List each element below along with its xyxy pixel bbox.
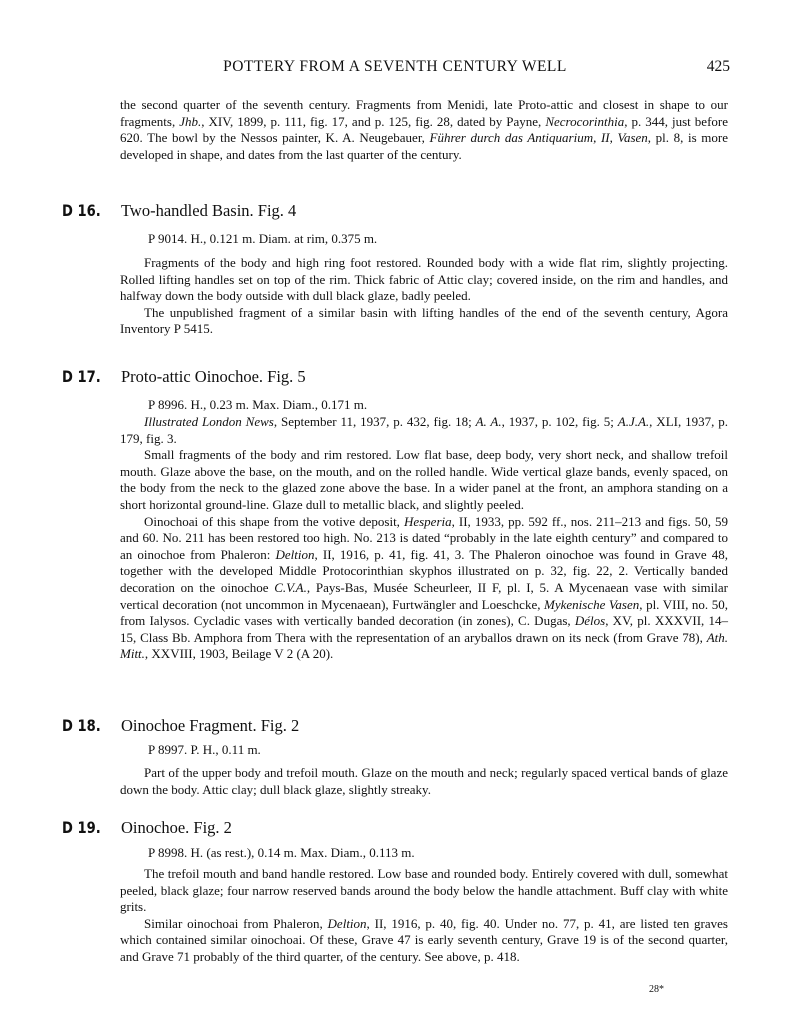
entry-body-d18	[120, 765, 728, 798]
comparison-paragraph: Oinochoai of this shape from the votive deposit, Hesperia, II, 1933, pp. 592 ff., nos. 211–213 and figs. 50, 59 and 60. No. 211 has been restored too high. No. 213 is dated “probably in the late eighth century” and compared to an oinochoe from Phaleron: Deltion, II, 1916, p. 41, fig. 41, 3. The Phaleron oinochoe was found in Grave 48, together with the developed Middle Protocorinthian skyphos illustrated on p. 32, fig. 22, 2. Vertically banded decoration on the oinochoe C.V.A., Pays-Bas, Musée Scheurleer, II F, pl. I, 5. A Mycenaean vase with similar vertical decoration (not uncommon in Mycenaean), Furtwängler and Loeschcke, Mykenische Vasen, pl. VIII, no. 50, from Ialysos. Cycladic vases with vertically banded decoration (in zones), C. Dugas, Délos, XV, pl. XXXVII, 14–15, Class Bb. Amphora from Thera with the representation of an aryballos drawn on its neck (from Grave 78), Ath. Mitt., XXVIII, 1903, Beilage V 2 (A 20).	[120, 513, 728, 662]
entry-body-d19	[120, 866, 728, 966]
catalog-line: P 8997. P. H., 0.11 m.	[148, 742, 261, 757]
entry-number: D 19.	[62, 818, 101, 837]
catalog-line: P 8998. H. (as rest.), 0.14 m. Max. Diam., 0.113 m.	[148, 845, 415, 860]
running-header	[60, 58, 730, 80]
entry-number: D 18.	[62, 716, 101, 735]
running-title: POTTERY FROM A SEVENTH CENTURY WELL	[223, 58, 567, 75]
entry-body-d17	[120, 414, 728, 663]
entry-title: Oinochoe Fragment. Fig. 2	[121, 716, 300, 735]
entry-title: Oinochoe. Fig. 2	[121, 818, 232, 837]
page-number: 425	[706, 58, 730, 75]
description-paragraph: Part of the upper body and trefoil mouth. Glaze on the mouth and neck; regularly spaced vertical bands of glaze down the body. Attic clay; dull black glaze, slightly streaky.	[120, 765, 728, 797]
comparison-paragraph: The unpublished fragment of a similar basin with lifting handles of the end of the seventh century, Agora Inventory P 5415.	[120, 304, 728, 337]
entry-body-d16	[120, 255, 728, 338]
entry-number: D 16.	[62, 201, 101, 220]
description-paragraph: Small fragments of the body and rim restored. Low flat base, deep body, very short neck, and shallow trefoil mouth. Glaze above the base, on the mouth, and on the rolled handle. Wide vertical glaze bands, evenly spaced, on the body from the neck to the glazed zone above the base. In a wider panel at the front, an amphora standing on a short horizontal ground-line. Glaze dull to metallic black, and slightly peeled.	[120, 447, 728, 512]
entry-title: Proto-attic Oinochoe. Fig. 5	[121, 367, 306, 386]
entry-number: D 17.	[62, 367, 101, 386]
comparison-paragraph: Similar oinochoai from Phaleron, Deltion, II, 1916, p. 40, fig. 40. Under no. 77, p. 41, are listed ten graves which contained similar oinochoai. Of these, Grave 47 is early seventh century, Grave 19 is of the second quarter, and Grave 71 probably of the third quarter, of the century. See above, p. 418.	[120, 915, 728, 964]
reference-paragraph: Illustrated London News, September 11, 1937, p. 432, fig. 18; A. A., 1937, p. 102, fig. 5; A.J.A., XLI, 1937, p. 179, fig. 3.	[120, 414, 728, 446]
description-paragraph: The trefoil mouth and band handle restored. Low base and rounded body. Entirely covered with dull, somewhat peeled, black glaze; four narrow reserved bands around the body below the handle attachment. Buff clay with white grits.	[120, 866, 728, 915]
catalog-line: P 9014. H., 0.121 m. Diam. at rim, 0.375 m.	[148, 231, 378, 246]
signature-mark: 28*	[649, 984, 664, 995]
description-paragraph: Fragments of the body and high ring foot restored. Rounded body with a wide flat rim, slightly projecting. Rolled lifting handles set on top of the rim. Thick fabric of Attic clay; covered inside, on the rim and handles, and halfway down the body outside with dull black glaze, badly peeled.	[120, 255, 728, 304]
intro-paragraph: the second quarter of the seventh century. Fragments from Menidi, late Proto-attic and closest in shape to our fragments, Jhb., XIV, 1899, p. 111, fig. 17, and p. 125, fig. 28, dated by Payne, Necrocorinthia, p. 344, just before 620. The bowl by the Nessos painter, K. A. Neugebauer, Führer durch das Antiquarium, II, Vasen, pl. 8, is more developed in shape, and dates from the last quarter of the century.	[120, 97, 728, 162]
entry-title: Two-handled Basin. Fig. 4	[121, 201, 297, 220]
catalog-line: P 8996. H., 0.23 m. Max. Diam., 0.171 m.	[148, 397, 368, 412]
